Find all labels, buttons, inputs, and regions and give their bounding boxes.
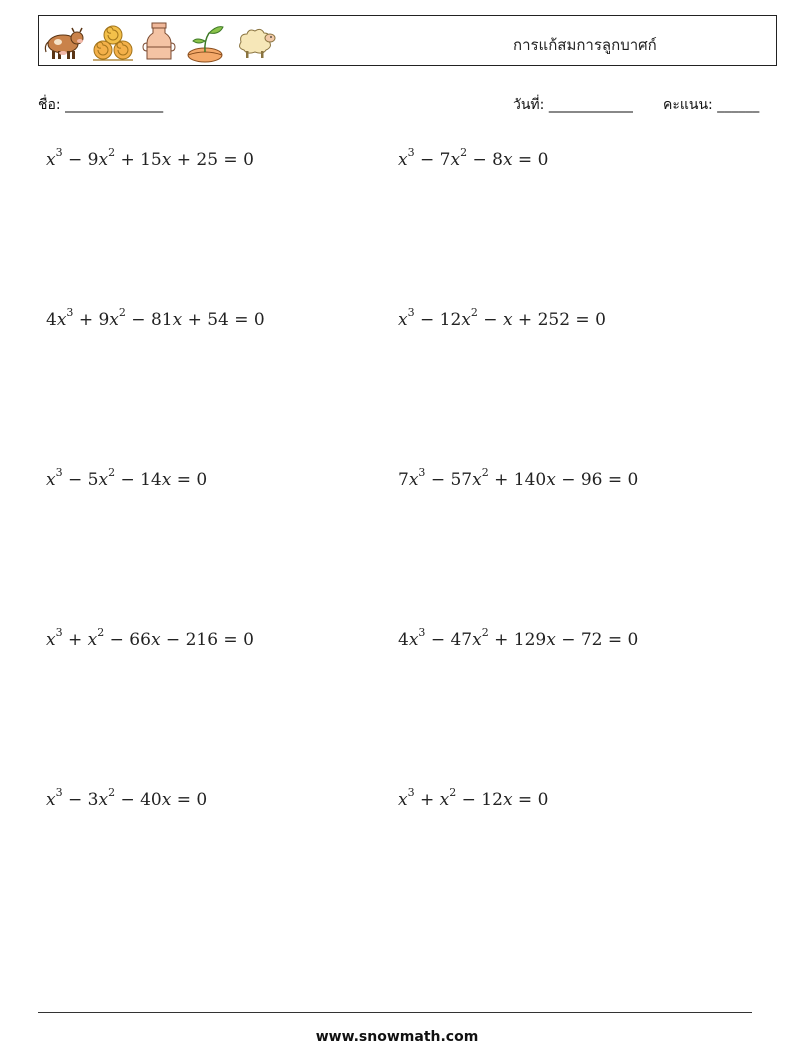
name-field: ชื่อ: ______________ bbox=[38, 97, 164, 113]
milk-can-icon bbox=[141, 21, 177, 63]
footer-divider bbox=[38, 1012, 752, 1013]
problem-8: $4x^3 - 47x^2 + 129x - 72 = 0$ bbox=[398, 626, 639, 650]
sheep-icon bbox=[233, 22, 277, 62]
problem-5: $x^3 - 5x^2 - 14x = 0$ bbox=[46, 466, 208, 490]
problem-2: $x^3 - 7x^2 - 8x = 0$ bbox=[398, 146, 549, 170]
problem-4: $x^3 - 12x^2 - x + 252 = 0$ bbox=[398, 306, 606, 330]
hay-bale-icon bbox=[91, 22, 135, 62]
problem-7: $x^3 + x^2 - 66x - 216 = 0$ bbox=[46, 626, 254, 650]
score-field: คะแนน: ______ bbox=[663, 97, 760, 113]
worksheet-header bbox=[38, 15, 777, 66]
footer-site-link[interactable]: www.snowmath.com bbox=[315, 1029, 479, 1045]
problem-9: $x^3 - 3x^2 - 40x = 0$ bbox=[46, 786, 208, 810]
problem-1: $x^3 - 9x^2 + 15x + 25 = 0$ bbox=[46, 146, 254, 170]
header-icons bbox=[41, 20, 277, 64]
problem-3: $4x^3 + 9x^2 - 81x + 54 = 0$ bbox=[46, 306, 265, 330]
date-field: วันที่: ____________ bbox=[513, 97, 633, 113]
problem-6: $7x^3 - 57x^2 + 140x - 96 = 0$ bbox=[398, 466, 639, 490]
page-title: การแก้สมการลูกบาศก์ bbox=[513, 36, 657, 54]
sprout-icon bbox=[183, 21, 227, 63]
problem-10: $x^3 + x^2 - 12x = 0$ bbox=[398, 786, 549, 810]
cow-icon bbox=[41, 22, 85, 62]
